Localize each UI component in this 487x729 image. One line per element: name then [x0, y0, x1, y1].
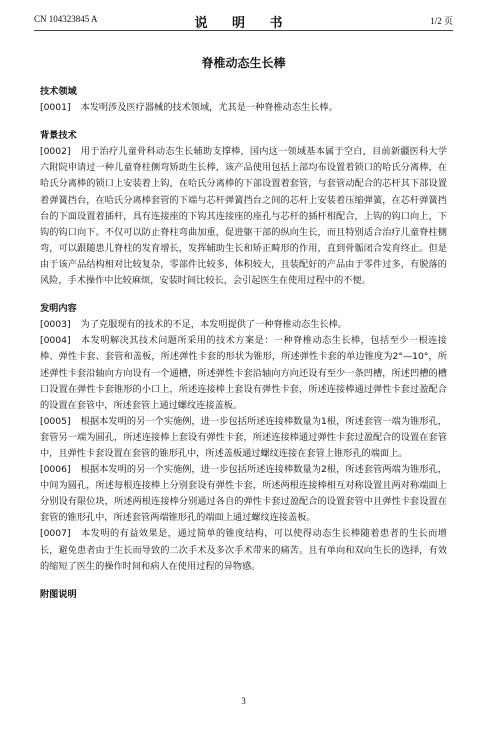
document-title: 脊椎动态生长棒: [201, 56, 286, 70]
page-indicator: 1/2 页: [430, 16, 453, 26]
paragraph-0001: [40, 100, 447, 116]
paragraph-text: 本发明涉及医疗器械的技术领域，尤其是一种脊椎动态生长棒。: [80, 102, 338, 114]
paragraph-0002: [40, 144, 447, 289]
document-body: [40, 84, 447, 603]
paragraph-0007: [40, 526, 447, 574]
paragraph-0004: [40, 333, 447, 413]
paragraph-text: 根据本发明的另一个实施例，进一步包括所述连接棒数量为1根，所述套管一端为锥形孔，套管另一端为圆孔，所述连接棒上套设有弹性卡套，所述连接棒通过弹性卡套过盈配合的设置在套管中，且弹性卡套设置在套管的锥形孔中，所述盖板通过螺纹连接在套管上锥形孔的端面上。: [40, 415, 447, 459]
paragraph-0003: [40, 317, 447, 333]
document-type: 说 明 书: [194, 16, 293, 31]
section-heading-summary: 发明内容: [40, 303, 77, 315]
section-heading-background: 背景技术: [40, 130, 77, 142]
header-rule: [34, 30, 453, 31]
patent-number: CN 104323845 A: [34, 14, 98, 24]
paragraph-text: 本发明的有益效果是，通过简单的锥度结构，可以使得动态生长棒随着患者的生长而增长，避免患者由于生长而导致的二次手术及多次手术带来的痛苦。且有单向和双向生长的选择，有效的缩短了医生的操作时间和病人在使用过程的异物感。: [40, 528, 447, 572]
page-header: [34, 12, 453, 31]
paragraph-number: [0006]: [40, 464, 71, 476]
paragraph-number: [0002]: [40, 146, 71, 158]
paragraph-number: [0004]: [40, 335, 71, 347]
paragraph-number: [0003]: [40, 319, 71, 331]
paragraph-text: 本发明解决其技术问题所采用的技术方案是：一种脊椎动态生长棒，包括至少一根连接棒、弹性卡套、套管和盖板，所述弹性卡套的形状为锥形，所述弹性卡套的单边锥度为2°—10°，所述弹性卡套沿轴向方向设有一个通槽，所述弹性卡套沿轴向方向还设有至少一条凹槽，所述凹槽的槽口设置在弹性卡套锥形的小口上，所述连接棒上套设有弹性卡套，所述连接棒通过弹性卡套过盈配合的设置在套管中，所述套管上通过螺纹连接盖板。: [40, 335, 447, 411]
paragraph-number: [0001]: [40, 102, 71, 114]
paragraph-number: [0005]: [40, 415, 71, 427]
section-heading-tech-field: 技术领域: [40, 86, 77, 97]
paragraph-text: 为了克服现有的技术的不足，本发明提供了一种脊椎动态生长棒。: [80, 319, 347, 331]
paragraph-text: 根据本发明的另一个实施例，进一步包括所述连接棒数量为2根，所述套管两端为锥形孔，中间为圆孔，所述每根连接棒上分别套设有弹性卡套，所述两根连接棒相互对称设置且两对称端面上分别设有限位块，所述两根连接棒分别通过各自的弹性卡套过盈配合的设置套管中且弹性卡套设置在套管的锥形孔中，所述套管两端锥形孔的端面上通过螺纹连接盖板。: [40, 464, 447, 524]
section-heading-drawings: 附图说明: [40, 588, 77, 600]
paragraph-number: [0007]: [40, 528, 71, 540]
page-number: 3: [241, 696, 246, 706]
paragraph-0006: [40, 462, 447, 526]
paragraph-0005: [40, 414, 447, 462]
paragraph-text: 用于治疗儿童骨科动态生长辅助支撑棒，国内这一领域基本属于空白，目前新疆医科大学六附院申请过一种儿童脊柱侧弯矫助生长棒，该产品使用包括上部均布设置着锁口的哈氏分离棒，在哈氏分离棒的锁口上安装着上钩，在哈氏分离棒的下部设置着套管，与套管动配合的芯杆其下部设置着弹簧挡台，在哈氏分离棒套管的下端与芯杆弹簧挡台之间的芯杆上安装着压缩弹簧，在芯杆弹簧挡台的下面设置着插杆，具有连接座的下钩其连接座的座孔与芯杆的插杆相配合，上钩的钩口向上，下钩的钩口向下。不仅可以防止脊柱弯曲加重，促进躯干部的纵向生长，而且特别适合治疗儿童脊柱侧弯，可以跟随患儿脊柱的发育增长，发挥辅助生长和矫正畸形的作用，直到骨骺闭合发育终止。但是由于该产品结构相对比较复杂，零部件比较多，体积较大，且装配好的产品由于零件过多，有脱落的风险，手术操作中比较麻烦，安装时间比较长，会引起医生在使用过程中的不便。: [40, 146, 447, 287]
